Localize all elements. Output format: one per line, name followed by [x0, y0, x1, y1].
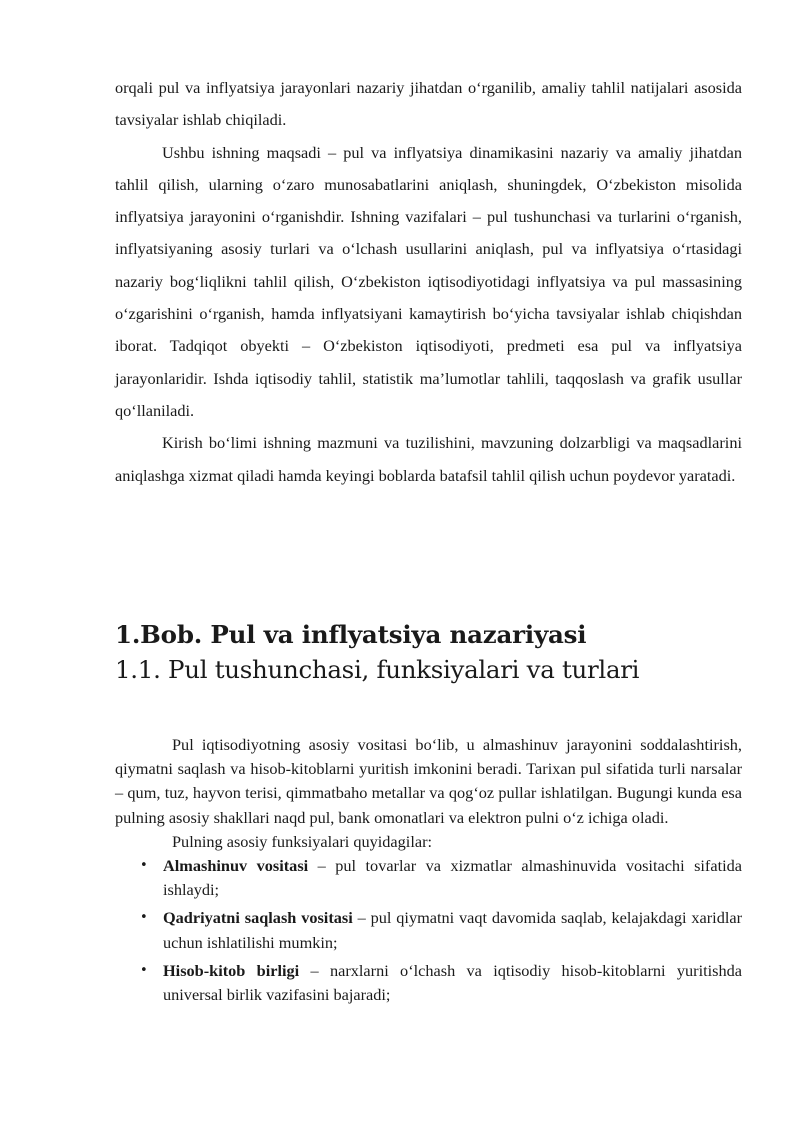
intro-paragraph-continuation: orqali pul va inflyatsiya jarayonlari nazariy jihatdan o‘rganilib, amaliy tahlil natijalari asosida tavsiyalar ishlab chiqiladi. — [115, 78, 742, 130]
intro-paragraph-goals: Ushbu ishning maqsadi – pul va inflyatsiya dinamikasini nazariy va amaliy jihatdan tahlil qilish, ularning o‘zaro munosabatlarini aniqlash, shuningdek, O‘zbekiston misolida inflyatsiya jarayonini o‘rganishdir. Ishning vazifalari – pul tushunchasi va turlarini o‘rganish, inflyatsiyaning asosiy turlari va o‘lchash usullarini aniqlash, pul va inflyatsiya o‘rtasidagi nazariy bog‘liqlikni tahlil qilish, O‘zbekiston iqtisodiyotidagi inflyatsiya va pul massasining o‘zgarishini o‘rganish, hamda inflyatsiyani kamaytirish bo‘yicha tavsiyalar ishlab chiqishdan iborat. Tadqiqot obyekti – O‘zbekiston iqtisodiyoti, predmeti esa pul va inflyatsiya jarayonlaridir. Ishda iqtisodiy tahlil, statistik ma’lumotlar tahlili, taqqoslash va grafik usullar qo‘llaniladi. — [115, 142, 742, 420]
functions-lead: Pulning asosiy funksiyalari quyidagilar: — [172, 831, 433, 851]
intro-paragraph-summary: Kirish bo‘limi ishning mazmuni va tuzilishini, mavzuning dolzarbligi va maqsadlarini aniqlashga xizmat qiladi hamda keyingi boblarda batafsil tahlil qilish uchun poydevor yaratadi. — [115, 433, 742, 485]
section-body — [115, 733, 742, 1011]
bullet-icon: • — [140, 962, 148, 978]
list-item — [115, 906, 742, 954]
function-term: Hisob-kitob birligi — [163, 960, 300, 980]
bullet-icon: • — [140, 910, 148, 926]
bullet-icon: • — [140, 858, 148, 874]
chapter-title: 1.Bob. Pul va inflyatsiya nazariyasi — [115, 620, 587, 649]
section-paragraph: Pul iqtisodiyotning asosiy vositasi bo‘lib, u almashinuv jarayonini soddalashtirish, qiymatni saqlash va hisob-kitoblarni yuritish imkonini beradi. Tarixan pul sifatida turli narsalar – qum, tuz, hayvon terisi, qimmatbaho metallar va qog‘oz pullar ishlatilgan. Bugungi kunda esa pulning asosiy shakllari naqd pul, bank omonatlari va elektron pulni o‘z ichiga oladi. — [115, 735, 742, 827]
list-item — [115, 854, 742, 902]
function-description: – pul tovarlar va xizmatlar almashinuvida vositachi sifatida ishlaydi; — [163, 856, 742, 900]
function-description: – narxlarni o‘lchash va iqtisodiy hisob-kitoblarni yuritishda universal birlik vazifasini bajaradi; — [163, 960, 742, 1005]
function-term: Qadriyatni saqlash vositasi — [163, 908, 353, 928]
section-title: 1.1. Pul tushunchasi, funksiyalari va turlari — [115, 655, 640, 684]
chapter-heading-block — [115, 617, 755, 687]
function-description: – pul qiymatni vaqt davomida saqlab, kelajakdagi xaridlar uchun ishlatilishi mumkin; — [163, 908, 743, 952]
functions-list — [115, 854, 742, 1007]
list-item — [115, 959, 742, 1007]
introduction-text — [115, 72, 742, 492]
function-term: Almashinuv vositasi — [163, 856, 309, 876]
